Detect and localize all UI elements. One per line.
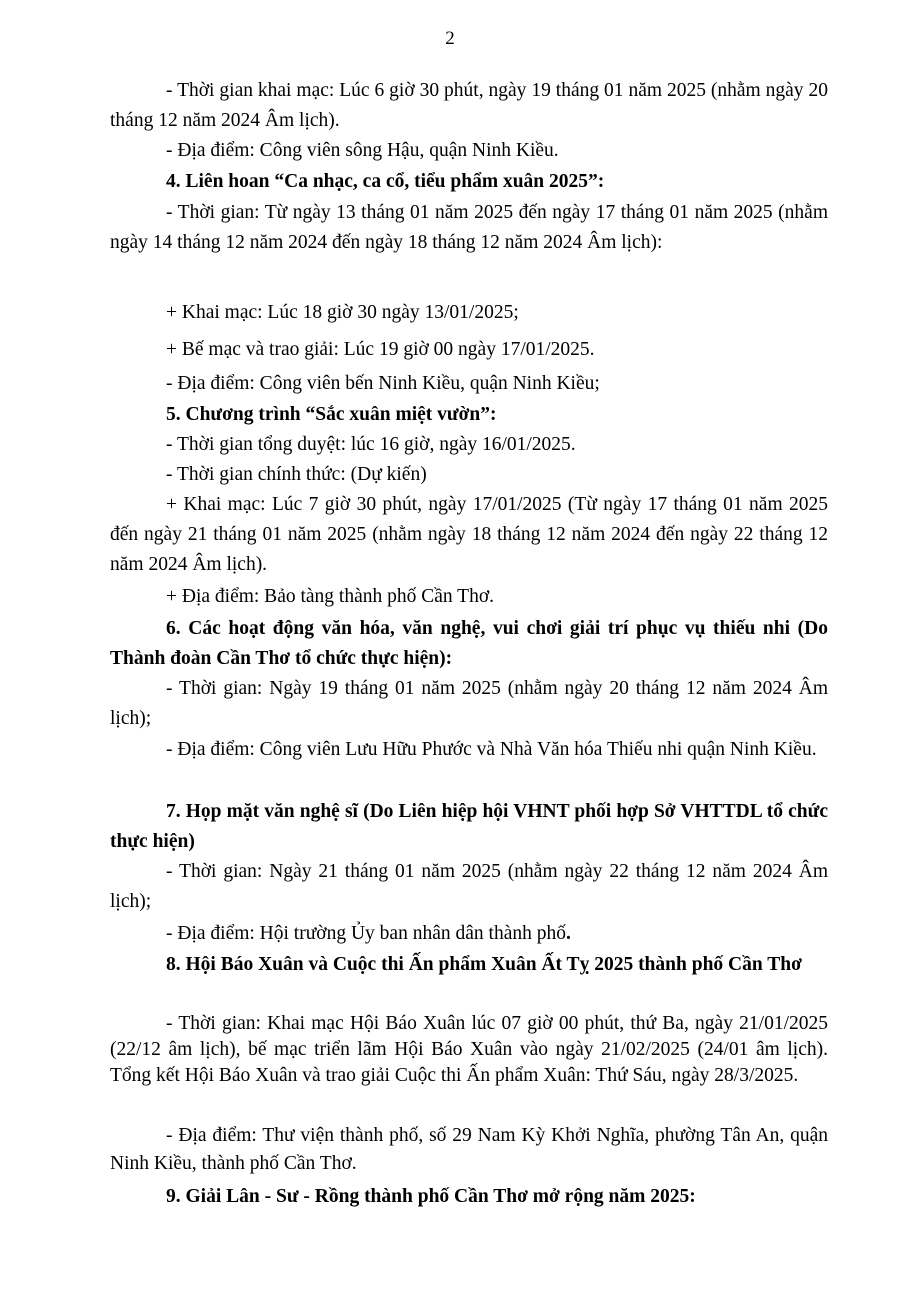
paragraph: + Địa điểm: Bảo tàng thành phố Cần Thơ. bbox=[166, 586, 495, 607]
paragraph: - Thời gian chính thức: (Dự kiến) bbox=[166, 464, 427, 485]
paragraph: - Địa điểm: Thư viện thành phố, số 29 Nam Kỳ Khởi Nghĩa, phường Tân An, quận Ninh Kiều, thành phố Cần Thơ. bbox=[110, 1125, 828, 1174]
section-heading: 6. Các hoạt động văn hóa, văn nghệ, vui chơi giải trí phục vụ thiếu nhi (Do Thành đoàn Cần Thơ tổ chức thực hiện): bbox=[110, 618, 828, 669]
paragraph: - Thời gian: Từ ngày 13 tháng 01 năm 2025 đến ngày 17 tháng 01 năm 2025 (nhằm ngày 14 tháng 12 năm 2024 đến ngày 18 tháng 12 năm 2024 Âm lịch): bbox=[110, 202, 828, 253]
paragraph: - Thời gian: Khai mạc Hội Báo Xuân lúc 07 giờ 00 phút, thứ Ba, ngày 21/01/2025 (22/12 âm lịch), bế mạc triển lãm Hội Báo Xuân vào ngày 21/02/2025 (24/01 âm lịch). Tổng kết Hội Báo Xuân và trao giải Cuộc thi Ấn phẩm Xuân: Thứ Sáu, ngày 28/3/2025. bbox=[110, 1013, 828, 1086]
section-heading: 9. Giải Lân - Sư - Rồng thành phố Cần Thơ mở rộng năm 2025: bbox=[166, 1186, 696, 1207]
paragraph: - Địa điểm: Công viên Lưu Hữu Phước và Nhà Văn hóa Thiếu nhi quận Ninh Kiều. bbox=[166, 739, 817, 760]
paragraph bbox=[110, 919, 828, 949]
paragraph: - Thời gian: Ngày 19 tháng 01 năm 2025 (nhằm ngày 20 tháng 12 năm 2024 Âm lịch); bbox=[110, 678, 828, 729]
paragraph: - Thời gian khai mạc: Lúc 6 giờ 30 phút, ngày 19 tháng 01 năm 2025 (nhằm ngày 20 tháng 12 năm 2024 Âm lịch). bbox=[110, 80, 828, 131]
paragraph: - Địa điểm: Công viên bến Ninh Kiều, quận Ninh Kiều; bbox=[166, 373, 600, 394]
paragraph: + Khai mạc: Lúc 18 giờ 30 ngày 13/01/2025; bbox=[166, 302, 519, 323]
section-heading: 4. Liên hoan “Ca nhạc, ca cổ, tiểu phẩm xuân 2025”: bbox=[166, 171, 605, 192]
paragraph: + Bế mạc và trao giải: Lúc 19 giờ 00 ngày 17/01/2025. bbox=[166, 339, 595, 360]
section-heading: 7. Họp mặt văn nghệ sĩ (Do Liên hiệp hội VHNT phối hợp Sở VHTTDL tổ chức thực hiện) bbox=[110, 801, 828, 852]
paragraph: + Khai mạc: Lúc 7 giờ 30 phút, ngày 17/01/2025 (Từ ngày 17 tháng 01 năm 2025 đến ngày 21 tháng 01 năm 2025 (nhằm ngày 18 tháng 12 năm 2024 đến ngày 22 tháng 12 năm 2024 Âm lịch). bbox=[110, 494, 828, 575]
page-number: 2 bbox=[445, 28, 455, 49]
paragraph: - Địa điểm: Công viên sông Hậu, quận Ninh Kiều. bbox=[166, 140, 559, 161]
paragraph: - Thời gian: Ngày 21 tháng 01 năm 2025 (nhằm ngày 22 tháng 12 năm 2024 Âm lịch); bbox=[110, 861, 828, 912]
paragraph: - Thời gian tổng duyệt: lúc 16 giờ, ngày 16/01/2025. bbox=[166, 434, 576, 455]
paragraph-text: - Địa điểm: Hội trường Ủy ban nhân dân thành phố bbox=[166, 923, 566, 944]
section-heading: 8. Hội Báo Xuân và Cuộc thi Ấn phẩm Xuân Ất Tỵ 2025 thành phố Cần Thơ bbox=[166, 954, 802, 975]
paragraph-end-mark: . bbox=[565, 923, 571, 944]
section-heading: 5. Chương trình “Sắc xuân miệt vườn”: bbox=[166, 404, 497, 425]
